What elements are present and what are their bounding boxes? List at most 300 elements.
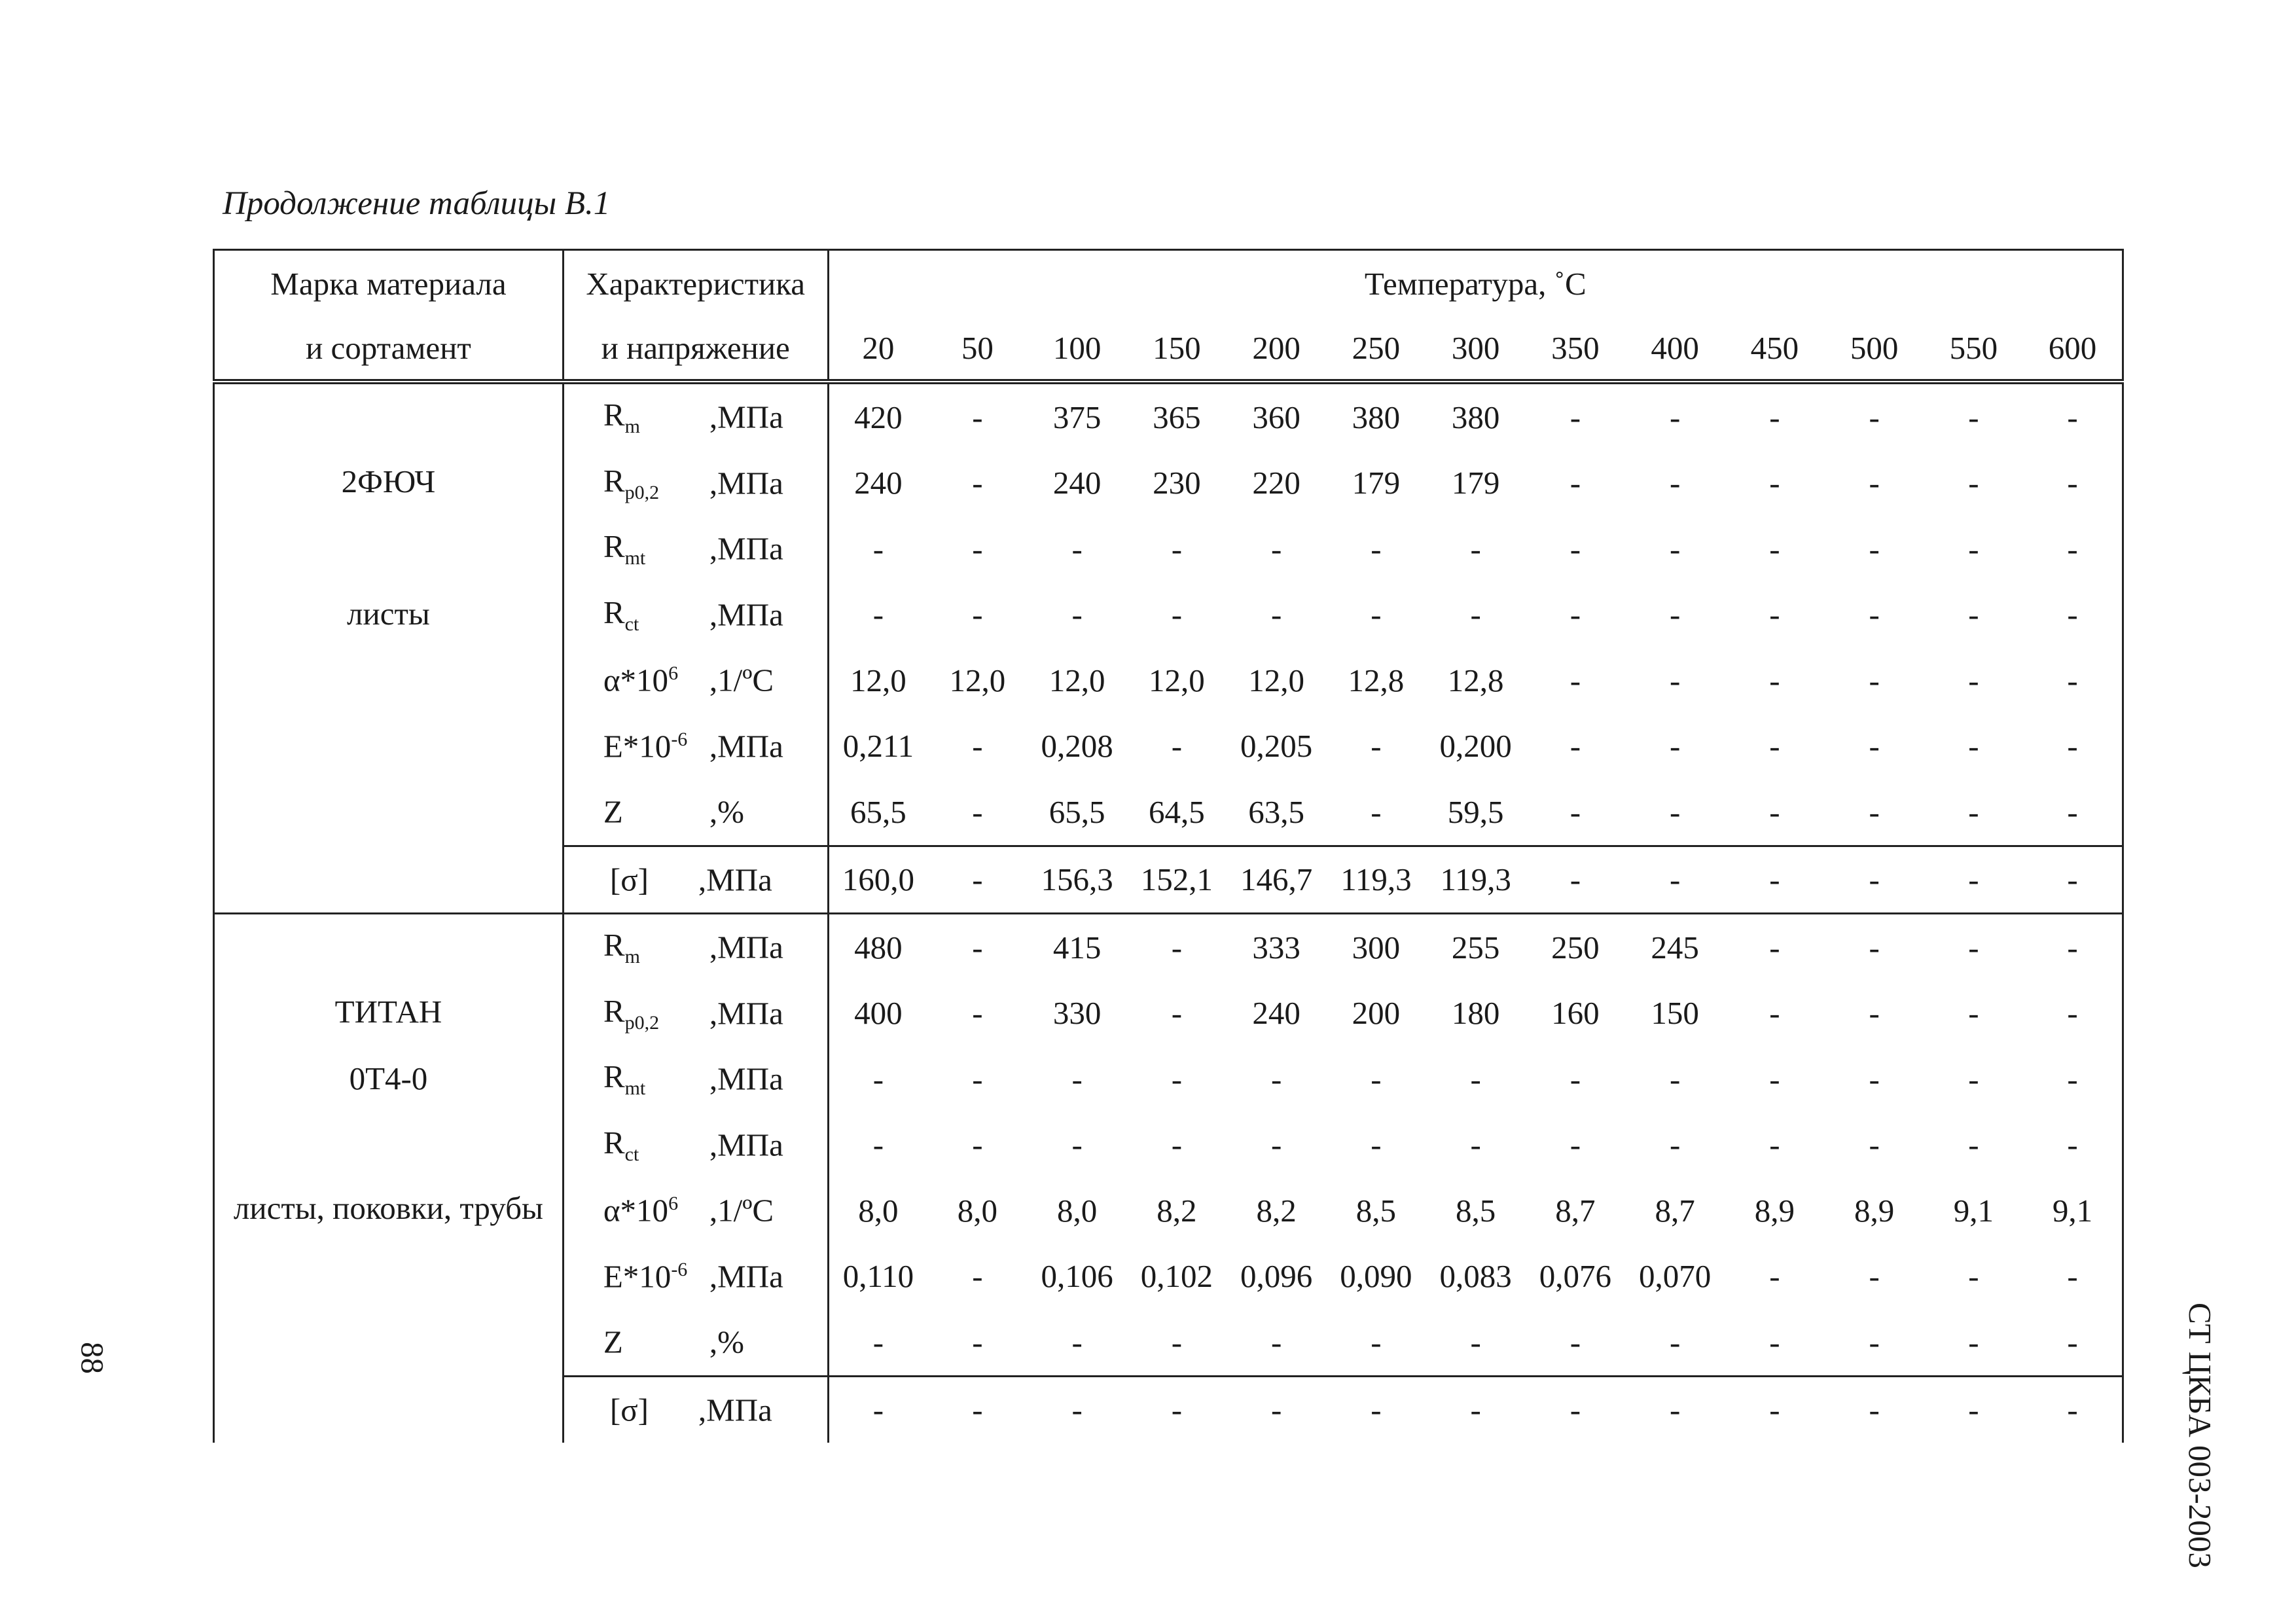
characteristic-symbol bbox=[603, 926, 640, 968]
characteristic-symbol bbox=[603, 727, 687, 765]
header-temperature: 250 bbox=[1326, 316, 1426, 382]
value-cell: 8,0 bbox=[1057, 1192, 1098, 1229]
characteristic-unit: ,МПа bbox=[709, 465, 783, 501]
value-cell: 8,0 bbox=[858, 1192, 899, 1229]
value-cell: 12,0 bbox=[949, 662, 1006, 698]
symbol-subscript: ct bbox=[624, 613, 639, 635]
header-temperature: 300 bbox=[1426, 316, 1526, 382]
value-cell: - bbox=[1470, 1127, 1481, 1163]
value-cell: 152,1 bbox=[1127, 846, 1227, 914]
symbol-base: R bbox=[603, 594, 625, 630]
value-cell: - bbox=[1570, 728, 1581, 765]
characteristic-symbol bbox=[603, 594, 639, 636]
value-cell: - bbox=[972, 596, 983, 633]
value-cell: 64,5 bbox=[1149, 793, 1205, 830]
value-cell: - bbox=[972, 1127, 983, 1163]
value-cell: - bbox=[1670, 1127, 1681, 1163]
value-cell: 9,1 bbox=[2023, 1178, 2123, 1244]
symbol-subscript: ct bbox=[624, 1143, 639, 1165]
value-cell: 0,211 bbox=[842, 728, 914, 765]
value-cell: 59,5 bbox=[1447, 793, 1504, 830]
symbol-base: α*10 bbox=[603, 662, 669, 698]
value-cell: 0,076 bbox=[1539, 1258, 1612, 1295]
symbol-subscript: p0,2 bbox=[624, 481, 660, 503]
value-cell: - bbox=[1769, 662, 1780, 698]
symbol-base: [σ] bbox=[609, 861, 649, 898]
value-cell: - bbox=[1371, 596, 1382, 633]
characteristic-unit: ,МПа bbox=[709, 995, 783, 1032]
header-temperature: 100 bbox=[1028, 316, 1127, 382]
characteristic-unit: ,МПа bbox=[709, 1060, 783, 1097]
value-cell: 12,0 bbox=[1149, 662, 1205, 698]
characteristic-cell bbox=[563, 1112, 828, 1178]
value-cell: - bbox=[2023, 1112, 2123, 1178]
symbol-base: R bbox=[603, 528, 625, 565]
characteristic-unit: ,МПа bbox=[709, 1127, 783, 1163]
material-grade-alloy: 0Т4-0 bbox=[349, 1060, 428, 1096]
value-cell: 250 bbox=[1526, 914, 1625, 981]
value-cell: - bbox=[2023, 1376, 2123, 1443]
value-cell: - bbox=[1371, 1060, 1382, 1097]
value-cell: - bbox=[1869, 530, 1880, 567]
value-cell: - bbox=[1470, 530, 1481, 567]
symbol-base: R bbox=[603, 927, 625, 964]
symbol-base: R bbox=[603, 1058, 625, 1095]
value-cell: - bbox=[1371, 530, 1382, 567]
value-cell: - bbox=[872, 596, 884, 633]
value-cell: 415 bbox=[1028, 914, 1127, 981]
value-cell: 12,8 bbox=[1348, 662, 1405, 698]
value-cell: - bbox=[1470, 1060, 1481, 1097]
value-cell: - bbox=[2023, 516, 2123, 582]
value-cell: 0,110 bbox=[842, 1258, 914, 1295]
value-cell: - bbox=[1670, 399, 1681, 435]
value-cell: 400 bbox=[854, 995, 903, 1032]
value-cell: - bbox=[972, 793, 983, 830]
characteristic-symbol bbox=[603, 1324, 623, 1361]
value-cell: 156,3 bbox=[1028, 846, 1127, 914]
characteristic-cell bbox=[563, 582, 828, 648]
characteristic-symbol bbox=[610, 861, 649, 898]
value-cell: - bbox=[2023, 981, 2123, 1047]
value-cell: 179 bbox=[1352, 465, 1401, 501]
value-cell: - bbox=[2023, 450, 2123, 516]
header-material-line1: Марка материала bbox=[214, 250, 564, 317]
value-cell: - bbox=[1526, 1376, 1625, 1443]
characteristic-symbol bbox=[603, 793, 623, 831]
document-code: СТ ЦКБА 003-2003 bbox=[2182, 1303, 2218, 1568]
characteristic-unit: ,1/ºС bbox=[709, 1192, 774, 1229]
value-cell: - bbox=[927, 914, 1027, 981]
value-cell: - bbox=[2023, 1244, 2123, 1310]
characteristic-cell bbox=[563, 1178, 828, 1244]
value-cell: 63,5 bbox=[1248, 793, 1305, 830]
value-cell: 146,7 bbox=[1227, 846, 1326, 914]
characteristic-symbol bbox=[603, 1257, 687, 1295]
characteristic-unit: ,1/ºС bbox=[709, 662, 774, 698]
value-cell: - bbox=[1924, 846, 2023, 914]
value-cell: - bbox=[1171, 596, 1183, 633]
symbol-base: α*10 bbox=[603, 1192, 669, 1229]
value-cell: 8,9 bbox=[1854, 1192, 1895, 1229]
symbol-superscript: -6 bbox=[671, 1258, 688, 1280]
value-cell: - bbox=[1071, 596, 1083, 633]
header-temperature: 450 bbox=[1725, 316, 1824, 382]
symbol-base: E*10 bbox=[603, 728, 672, 765]
material-grade: ТИТАН bbox=[334, 994, 442, 1030]
value-cell: 0,208 bbox=[1041, 728, 1113, 765]
value-cell: - bbox=[972, 1324, 983, 1360]
value-cell: - bbox=[1968, 530, 1979, 567]
value-cell: - bbox=[1869, 793, 1880, 830]
value-cell: - bbox=[972, 399, 983, 435]
value-cell: - bbox=[2023, 1309, 2123, 1376]
value-cell: 0,083 bbox=[1439, 1258, 1512, 1295]
value-cell: - bbox=[1769, 465, 1780, 501]
value-cell: - bbox=[1968, 662, 1979, 698]
symbol-subscript: p0,2 bbox=[624, 1011, 660, 1034]
symbol-base: R bbox=[603, 1124, 625, 1161]
value-cell: - bbox=[1526, 846, 1625, 914]
value-cell: - bbox=[1869, 662, 1880, 698]
characteristic-unit: ,МПа bbox=[709, 399, 783, 435]
value-cell: - bbox=[1171, 1127, 1183, 1163]
value-cell: 8,9 bbox=[1754, 1192, 1795, 1229]
property-row bbox=[214, 382, 2123, 450]
value-cell: - bbox=[1570, 530, 1581, 567]
value-cell: - bbox=[1127, 914, 1227, 981]
value-cell: - bbox=[1670, 530, 1681, 567]
value-cell: - bbox=[1670, 662, 1681, 698]
value-cell: - bbox=[1825, 1376, 1924, 1443]
page-number: 88 bbox=[75, 1342, 111, 1374]
symbol-base: E*10 bbox=[603, 1258, 672, 1295]
value-cell: - bbox=[1570, 1060, 1581, 1097]
characteristic-unit: ,МПа bbox=[698, 861, 772, 898]
value-cell: - bbox=[1968, 399, 1979, 435]
value-cell: 8,5 bbox=[1456, 1192, 1496, 1229]
value-cell: - bbox=[1670, 596, 1681, 633]
value-cell: 333 bbox=[1227, 914, 1326, 981]
symbol-subscript: m bbox=[624, 946, 640, 968]
value-cell: 8,2 bbox=[1157, 1192, 1197, 1229]
value-cell: 365 bbox=[1153, 399, 1201, 435]
value-cell: - bbox=[872, 1324, 884, 1360]
value-cell: - bbox=[1968, 596, 1979, 633]
material-grade-cell bbox=[214, 914, 564, 1443]
value-cell: 255 bbox=[1426, 914, 1526, 981]
value-cell: - bbox=[1426, 1376, 1526, 1443]
value-cell: - bbox=[1769, 596, 1780, 633]
characteristic-cell bbox=[563, 647, 828, 713]
value-cell: - bbox=[1968, 1060, 1979, 1097]
value-cell: - bbox=[1570, 465, 1581, 501]
value-cell: - bbox=[1470, 1324, 1481, 1360]
value-cell: 245 bbox=[1625, 914, 1725, 981]
value-cell: 380 bbox=[1352, 399, 1401, 435]
value-cell: 12,0 bbox=[850, 662, 906, 698]
value-cell: - bbox=[1271, 596, 1282, 633]
value-cell: 0,070 bbox=[1639, 1258, 1712, 1295]
characteristic-symbol bbox=[603, 1058, 645, 1100]
material-grade: 2ФЮЧ bbox=[341, 463, 436, 499]
value-cell: 0,090 bbox=[1340, 1258, 1412, 1295]
characteristic-cell bbox=[563, 1309, 828, 1376]
value-cell: 8,7 bbox=[1555, 1192, 1596, 1229]
characteristic-symbol bbox=[610, 1391, 649, 1428]
value-cell: - bbox=[972, 1258, 983, 1295]
characteristic-cell bbox=[563, 981, 828, 1047]
header-row-2 bbox=[214, 316, 2123, 382]
value-cell: 420 bbox=[854, 399, 903, 435]
value-cell: - bbox=[2023, 914, 2123, 981]
value-cell: - bbox=[1670, 1324, 1681, 1360]
characteristic-symbol bbox=[603, 1124, 639, 1166]
value-cell: - bbox=[2023, 582, 2123, 648]
symbol-superscript: -6 bbox=[671, 728, 688, 750]
value-cell: - bbox=[1769, 728, 1780, 765]
value-cell: - bbox=[1869, 465, 1880, 501]
value-cell: - bbox=[1968, 793, 1979, 830]
value-cell: - bbox=[1570, 399, 1581, 435]
symbol-base: R bbox=[603, 397, 625, 433]
header-temperature: 350 bbox=[1526, 316, 1625, 382]
characteristic-unit: ,% bbox=[709, 1324, 744, 1360]
header-temperature-label: Температура, ˚С bbox=[828, 250, 2123, 317]
symbol-superscript: 6 bbox=[668, 1193, 679, 1215]
header-characteristic-line1: Характеристика bbox=[563, 250, 828, 317]
symbol-subscript: mt bbox=[624, 547, 646, 569]
value-cell: - bbox=[1769, 793, 1780, 830]
value-cell: - bbox=[1028, 1376, 1127, 1443]
value-cell: 12,8 bbox=[1447, 662, 1504, 698]
value-cell: - bbox=[1570, 662, 1581, 698]
value-cell: 0,200 bbox=[1439, 728, 1512, 765]
value-cell: 240 bbox=[854, 465, 903, 501]
value-cell: 119,3 bbox=[1326, 846, 1426, 914]
characteristic-symbol bbox=[603, 396, 640, 438]
table-caption: Продолжение таблицы В.1 bbox=[223, 185, 611, 222]
value-cell: - bbox=[1869, 1127, 1880, 1163]
value-cell: 12,0 bbox=[1248, 662, 1305, 698]
value-cell: - bbox=[1171, 995, 1183, 1032]
value-cell: - bbox=[1968, 995, 1979, 1032]
header-temperature: 550 bbox=[1924, 316, 2023, 382]
value-cell: - bbox=[1071, 1324, 1083, 1360]
value-cell: - bbox=[1924, 1376, 2023, 1443]
value-cell: - bbox=[1570, 596, 1581, 633]
symbol-base: R bbox=[603, 462, 625, 499]
value-cell: - bbox=[1271, 1060, 1282, 1097]
value-cell: - bbox=[1326, 1376, 1426, 1443]
value-cell: - bbox=[972, 995, 983, 1032]
header-characteristic-line2: и напряжение bbox=[563, 316, 828, 382]
value-cell: - bbox=[1371, 793, 1382, 830]
symbol-base: [σ] bbox=[609, 1392, 649, 1428]
value-cell: - bbox=[1171, 1060, 1183, 1097]
value-cell: - bbox=[1570, 793, 1581, 830]
characteristic-unit: ,МПа bbox=[709, 728, 783, 765]
material-form: листы, поковки, трубы bbox=[233, 1190, 543, 1226]
value-cell: 8,2 bbox=[1256, 1192, 1297, 1229]
value-cell: 179 bbox=[1451, 465, 1500, 501]
material-properties-table bbox=[213, 249, 2124, 1443]
value-cell: - bbox=[1725, 914, 1824, 981]
value-cell: - bbox=[1371, 1127, 1382, 1163]
value-cell: - bbox=[1869, 728, 1880, 765]
value-cell: - bbox=[1769, 1258, 1780, 1295]
value-cell: - bbox=[1470, 596, 1481, 633]
header-temperature: 50 bbox=[927, 316, 1027, 382]
value-cell: - bbox=[2023, 1046, 2123, 1112]
value-cell: - bbox=[1670, 1060, 1681, 1097]
characteristic-symbol bbox=[603, 528, 645, 569]
characteristic-unit: ,% bbox=[709, 793, 744, 830]
value-cell: 0,205 bbox=[1240, 728, 1313, 765]
value-cell: - bbox=[1769, 399, 1780, 435]
value-cell: - bbox=[1570, 1324, 1581, 1360]
characteristic-unit: ,МПа bbox=[709, 596, 783, 633]
characteristic-cell bbox=[563, 1046, 828, 1112]
value-cell: 240 bbox=[1252, 995, 1300, 1032]
value-cell: - bbox=[2023, 382, 2123, 450]
value-cell: - bbox=[1869, 995, 1880, 1032]
value-cell: 220 bbox=[1252, 465, 1300, 501]
characteristic-cell bbox=[563, 846, 828, 914]
value-cell: - bbox=[1869, 399, 1880, 435]
value-cell: 8,7 bbox=[1655, 1192, 1695, 1229]
header-temperature: 600 bbox=[2023, 316, 2123, 382]
value-cell: - bbox=[1769, 1127, 1780, 1163]
value-cell: 119,3 bbox=[1426, 846, 1526, 914]
value-cell: 180 bbox=[1451, 995, 1500, 1032]
characteristic-cell bbox=[563, 1244, 828, 1310]
value-cell: - bbox=[1371, 728, 1382, 765]
value-cell: - bbox=[1968, 1258, 1979, 1295]
value-cell: - bbox=[1825, 846, 1924, 914]
symbol-base: Z bbox=[603, 1324, 623, 1360]
value-cell: - bbox=[1968, 1324, 1979, 1360]
characteristic-unit: ,МПа bbox=[709, 530, 783, 567]
value-cell: - bbox=[1769, 995, 1780, 1032]
value-cell: - bbox=[1171, 728, 1183, 765]
value-cell: - bbox=[1670, 793, 1681, 830]
value-cell: - bbox=[1670, 728, 1681, 765]
value-cell: - bbox=[927, 846, 1027, 914]
symbol-base: Z bbox=[603, 793, 623, 830]
characteristic-cell bbox=[563, 516, 828, 582]
value-cell: - bbox=[872, 1127, 884, 1163]
value-cell: 480 bbox=[828, 914, 927, 981]
symbol-subscript: mt bbox=[624, 1077, 646, 1100]
header-material-line2: и сортамент bbox=[214, 316, 564, 382]
characteristic-cell bbox=[563, 914, 828, 981]
header-temperature: 400 bbox=[1625, 316, 1725, 382]
value-cell: - bbox=[1171, 530, 1183, 567]
value-cell: - bbox=[1968, 1127, 1979, 1163]
value-cell: 65,5 bbox=[1049, 793, 1105, 830]
value-cell: 8,0 bbox=[957, 1192, 998, 1229]
value-cell: 0,096 bbox=[1240, 1258, 1313, 1295]
value-cell: - bbox=[1725, 846, 1824, 914]
value-cell: - bbox=[872, 530, 884, 567]
value-cell: - bbox=[972, 530, 983, 567]
value-cell: - bbox=[1271, 1324, 1282, 1360]
value-cell: - bbox=[972, 1060, 983, 1097]
material-form: листы bbox=[347, 596, 430, 632]
value-cell: - bbox=[2023, 647, 2123, 713]
value-cell: - bbox=[872, 1060, 884, 1097]
value-cell: - bbox=[1625, 846, 1725, 914]
value-cell: - bbox=[1071, 1060, 1083, 1097]
characteristic-cell bbox=[563, 450, 828, 516]
characteristic-unit: ,МПа bbox=[698, 1392, 772, 1428]
value-cell: - bbox=[2023, 846, 2123, 914]
characteristic-symbol bbox=[603, 462, 659, 504]
characteristic-unit: ,МПа bbox=[709, 929, 783, 965]
value-cell: - bbox=[1071, 1127, 1083, 1163]
symbol-superscript: 6 bbox=[668, 662, 679, 685]
characteristic-cell bbox=[563, 1376, 828, 1443]
value-cell: - bbox=[1371, 1324, 1382, 1360]
value-cell: 150 bbox=[1651, 995, 1699, 1032]
header-temperature: 20 bbox=[828, 316, 927, 382]
symbol-subscript: m bbox=[624, 416, 640, 438]
value-cell: - bbox=[1670, 465, 1681, 501]
value-cell: - bbox=[1127, 1376, 1227, 1443]
value-cell: - bbox=[1227, 1376, 1326, 1443]
characteristic-cell bbox=[563, 382, 828, 450]
value-cell: 65,5 bbox=[850, 793, 906, 830]
value-cell: 0,106 bbox=[1041, 1258, 1113, 1295]
value-cell: - bbox=[1869, 596, 1880, 633]
characteristic-symbol bbox=[603, 992, 659, 1034]
value-cell: - bbox=[1968, 728, 1979, 765]
value-cell: - bbox=[1869, 1324, 1880, 1360]
value-cell: 240 bbox=[1052, 465, 1102, 501]
header-temperature: 150 bbox=[1127, 316, 1227, 382]
value-cell: - bbox=[1570, 1127, 1581, 1163]
material-grade-cell bbox=[214, 382, 564, 914]
characteristic-cell bbox=[563, 713, 828, 780]
value-cell: 230 bbox=[1153, 465, 1201, 501]
value-cell: - bbox=[1769, 530, 1780, 567]
symbol-base: R bbox=[603, 992, 625, 1029]
value-cell: 380 bbox=[1451, 399, 1500, 435]
value-cell: - bbox=[1869, 1258, 1880, 1295]
value-cell: 200 bbox=[1352, 995, 1401, 1032]
value-cell: - bbox=[972, 465, 983, 501]
header-temperature: 200 bbox=[1227, 316, 1326, 382]
characteristic-cell bbox=[563, 779, 828, 846]
value-cell: - bbox=[828, 1376, 927, 1443]
property-row bbox=[214, 914, 2123, 981]
value-cell: - bbox=[1271, 1127, 1282, 1163]
value-cell: - bbox=[1825, 914, 1924, 981]
value-cell: - bbox=[1924, 914, 2023, 981]
header-temperature: 500 bbox=[1825, 316, 1924, 382]
value-cell: - bbox=[1968, 465, 1979, 501]
value-cell: - bbox=[1725, 1376, 1824, 1443]
value-cell: 360 bbox=[1252, 399, 1300, 435]
value-cell: 160 bbox=[1551, 995, 1600, 1032]
value-cell: - bbox=[1171, 1324, 1183, 1360]
value-cell: 8,5 bbox=[1355, 1192, 1397, 1229]
value-cell: - bbox=[1769, 1060, 1780, 1097]
value-cell: 9,1 bbox=[1953, 1192, 1994, 1229]
value-cell: 12,0 bbox=[1049, 662, 1105, 698]
value-cell: - bbox=[1769, 1324, 1780, 1360]
